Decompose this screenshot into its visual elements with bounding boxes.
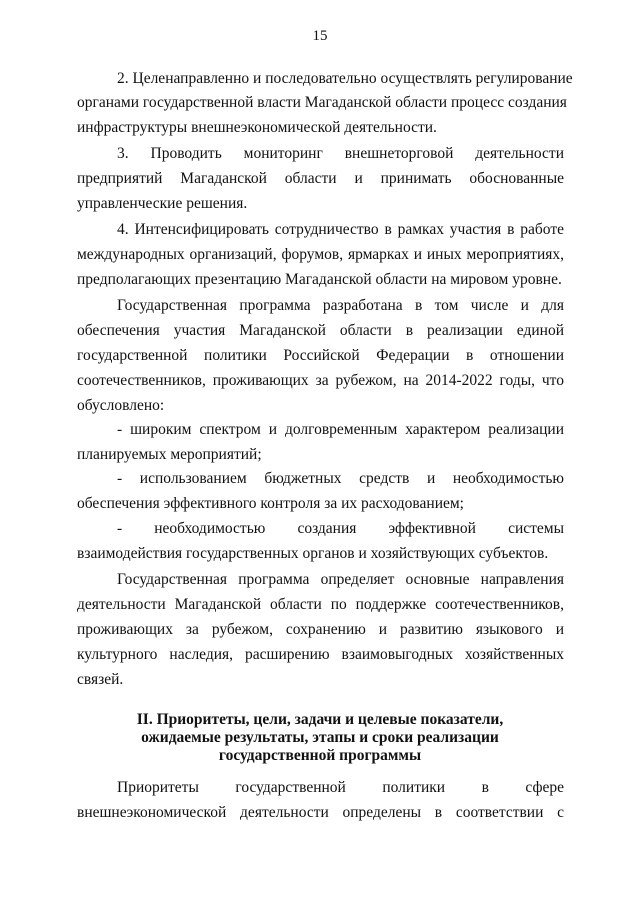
text-line: 2. Целенаправленно и последовательно осуществлять регулирование — [117, 70, 573, 87]
text-line: Приоритеты государственной политики в сфере — [117, 779, 564, 796]
list-item-line: - широким спектром и долговременным характером реализации — [117, 421, 564, 438]
text-line: органами государственной власти Магаданской области процесс создания — [77, 94, 567, 111]
text-line: 3. Проводить мониторинг внешнеторговой деятельности — [117, 145, 564, 162]
list-item-line: - необходимостью создания эффективной системы — [117, 520, 564, 537]
section-heading-line: ожидаемые результаты, этапы и сроки реализации — [141, 729, 499, 746]
section-heading-line: II. Приоритеты, цели, задачи и целевые показатели, — [136, 711, 504, 728]
text-line: предприятий Магаданской области и принимать обоснованные — [77, 170, 564, 187]
text-line: проживающих за рубежом, сохранению и развитию языкового и — [77, 621, 564, 638]
text-line: культурного наследия, расширению взаимовыгодных хозяйственных — [77, 646, 564, 663]
text-line: предполагающих презентацию Магаданской области на мировом уровне. — [77, 271, 562, 288]
text-line: государственной политики Российской Федерации в отношении — [77, 347, 564, 364]
text-line: обусловлено: — [77, 397, 165, 414]
text-line: Государственная программа разработана в том числе и для — [117, 297, 564, 314]
text-line: соотечественников, проживающих за рубежом, на 2014-2022 годы, что — [77, 372, 564, 389]
text-line: взаимодействия государственных органов и хозяйствующих субъектов. — [77, 545, 549, 562]
text-line: обеспечения эффективного контроля за их расходованием; — [77, 495, 464, 512]
text-line: связей. — [77, 671, 124, 688]
text-line: международных организаций, форумов, ярмарках и иных мероприятиях, — [77, 246, 564, 263]
text-line: управленческие решения. — [77, 195, 248, 212]
text-line: инфраструктуры внешнеэкономической деятельности. — [77, 119, 437, 136]
text-line: 4. Интенсифицировать сотрудничество в рамках участия в работе — [117, 221, 564, 238]
text-line: планируемых мероприятий; — [77, 446, 262, 463]
list-item-line: - использованием бюджетных средств и необходимостью — [117, 470, 564, 487]
section-heading-line: государственной программы — [218, 747, 422, 764]
text-line: деятельности Магаданской области по поддержке соотечественников, — [77, 596, 564, 613]
text-line: обеспечения участия Магаданской области в реализации единой — [77, 322, 564, 339]
page-number: 15 — [312, 28, 328, 44]
text-line: Государственная программа определяет основные направления — [117, 571, 564, 588]
text-line: внешнеэкономической деятельности определены в соответствии с — [77, 804, 564, 821]
